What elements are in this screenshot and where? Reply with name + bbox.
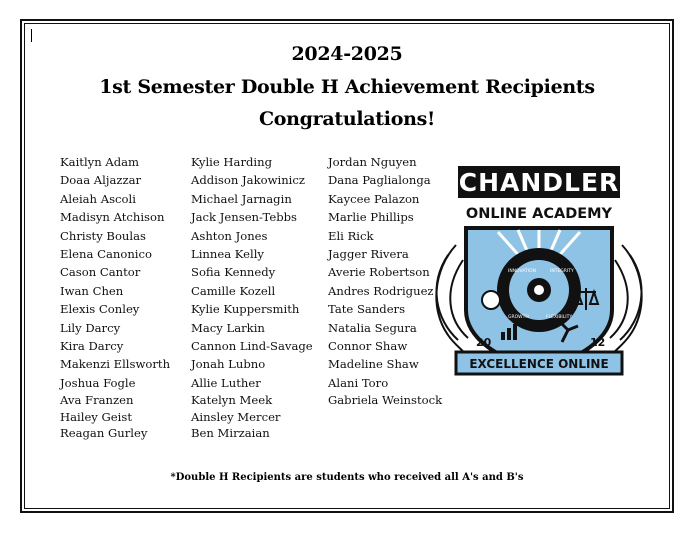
school-year-heading: 2024-2025 (291, 43, 403, 65)
recipient-name: Gabriela Weinstock (328, 393, 443, 408)
recipient-name: Lily Darcy (60, 320, 121, 335)
recipient-name: Tate Sanders (328, 302, 406, 317)
chandler-online-academy-logo (428, 160, 650, 390)
recipient-name: Elexis Conley (60, 302, 140, 317)
recipient-name: Linnea Kelly (191, 247, 264, 262)
recipient-name: Ben Mirzaian (191, 426, 270, 441)
recipient-name: Jagger Rivera (328, 247, 409, 262)
document-title: 1st Semester Double H Achievement Recipients (99, 76, 595, 98)
ring-word-growth: GROWTH (508, 315, 529, 320)
recipient-name: Ava Franzen (60, 393, 134, 408)
ring-word-innovation: INNOVATION (508, 269, 537, 274)
recipient-name: Michael Jarnagin (191, 191, 292, 206)
recipient-name: Hailey Geist (60, 409, 132, 424)
logo-motto: EXCELLENCE ONLINE (469, 357, 609, 371)
ring-word-integrity: INTEGRITY (550, 269, 574, 274)
recipient-name: Katelyn Meek (191, 393, 273, 408)
recipient-name: Cason Cantor (60, 265, 141, 280)
recipient-name: Averie Robertson (328, 265, 430, 280)
recipient-name: Eli Rick (328, 228, 374, 243)
recipient-name: Andres Rodriguez (328, 283, 434, 298)
recipient-name: Jonah Lubno (191, 357, 266, 372)
recipient-name: Camille Kozell (191, 283, 276, 298)
logo-year-right: 12 (590, 336, 606, 349)
logo-year-left: 20 (476, 336, 492, 349)
logo-name-bottom: ONLINE ACADEMY (465, 206, 613, 222)
recipient-name: Kaycee Palazon (328, 191, 420, 206)
recipient-name: Dana Paglialonga (328, 173, 431, 188)
recipient-name: Aleiah Ascoli (60, 191, 136, 206)
congratulations-heading: Congratulations! (258, 108, 436, 130)
recipient-name: Makenzi Ellsworth (60, 357, 171, 372)
recipient-name: Jack Jensen-Tebbs (191, 210, 298, 225)
recipient-name: Macy Larkin (191, 320, 265, 335)
recipient-name: Joshua Fogle (60, 375, 136, 390)
recipient-name: Kaitlyn Adam (60, 155, 140, 169)
footnote: *Double H Recipients are students who received all A's and B's (170, 472, 524, 483)
recipient-name: Alani Toro (328, 375, 389, 390)
recipient-name: Kylie Harding (191, 155, 273, 169)
recipient-name: Marlie Phillips (328, 210, 414, 225)
recipient-name: Elena Canonico (60, 247, 152, 262)
recipient-name: Connor Shaw (328, 339, 408, 354)
text-cursor[interactable] (31, 29, 32, 42)
recipient-name: Ainsley Mercer (191, 409, 281, 424)
recipient-name: Madeline Shaw (328, 357, 419, 372)
recipient-name: Doaa Aljazzar (60, 173, 142, 188)
recipient-name: Iwan Chen (60, 283, 124, 298)
logo-name-top: CHANDLER (458, 168, 620, 197)
names-column-2 (191, 153, 313, 442)
recipient-name: Kira Darcy (60, 339, 124, 354)
recipient-name: Madisyn Atchison (60, 210, 165, 225)
recipient-name: Cannon Lind-Savage (191, 339, 313, 354)
recipient-name: Ashton Jones (191, 228, 268, 243)
recipient-name: Addison Jakowinicz (191, 173, 305, 188)
recipient-name: Kylie Kuppersmith (191, 302, 300, 317)
recipient-name: Jordan Nguyen (328, 155, 417, 169)
recipient-name: Natalia Segura (328, 320, 417, 335)
recipient-name: Allie Luther (191, 375, 261, 390)
lightbulb-icon (482, 291, 500, 309)
names-column-1 (60, 153, 170, 442)
ring-word-flexibility: FLEXIBILITY (546, 315, 573, 320)
recipient-name: Sofia Kennedy (191, 265, 276, 280)
recipient-name: Christy Boulas (60, 228, 146, 243)
recipient-name: Reagan Gurley (60, 426, 148, 441)
names-column-3 (328, 153, 442, 409)
